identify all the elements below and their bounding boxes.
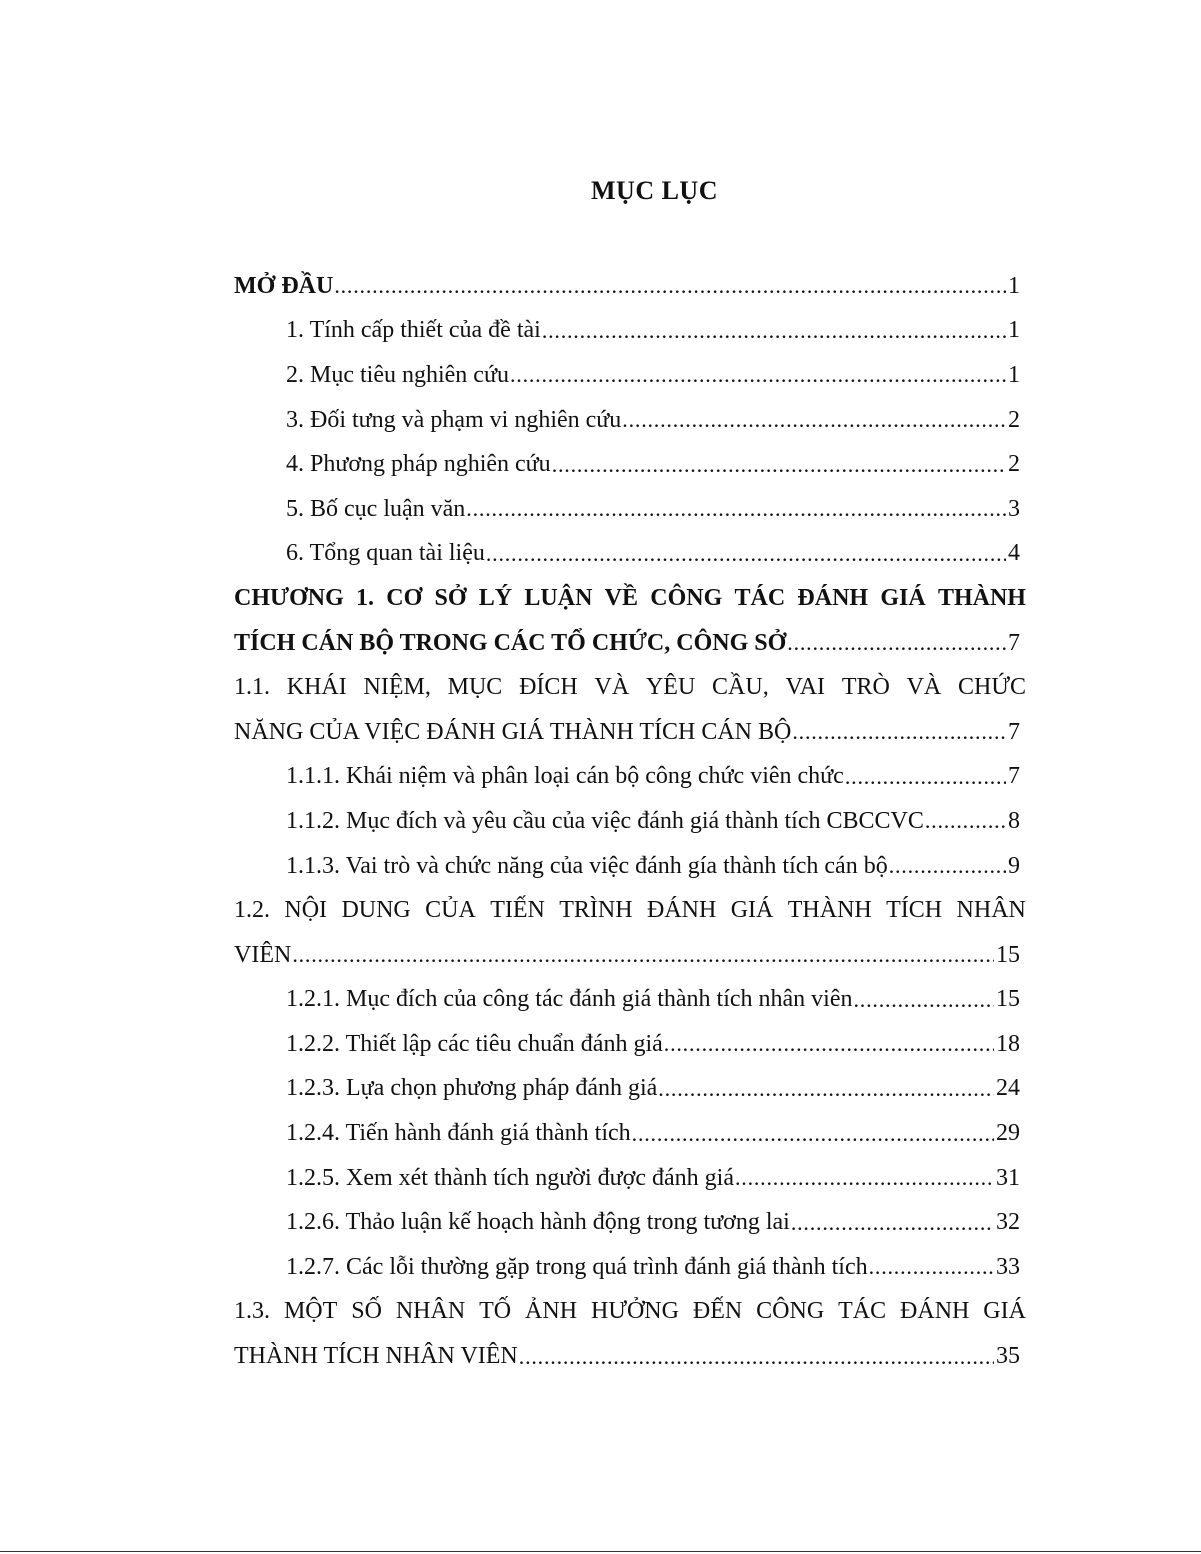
toc-dot-leader [664, 1032, 994, 1056]
toc-entry-text: 1.2.1. Mục đích của công tác đánh giá thành tích nhân viên [286, 986, 853, 1013]
toc-entry[interactable] [234, 755, 1026, 800]
toc-dot-leader [552, 453, 1006, 477]
toc-page-number: 15 [996, 986, 1020, 1013]
toc-entry[interactable] [234, 1111, 1026, 1156]
toc-dot-leader [787, 631, 1006, 655]
toc-page-number: 7 [1008, 763, 1020, 790]
toc-entry[interactable] [234, 487, 1026, 532]
toc-entry-text: 5. Bố cục luận văn [286, 495, 466, 522]
toc-entry[interactable] [234, 442, 1026, 487]
toc-entry[interactable] [234, 1067, 1026, 1112]
toc-entry[interactable] [234, 978, 1026, 1023]
toc-entry[interactable] [234, 1290, 1026, 1335]
toc-entry[interactable] [234, 353, 1026, 398]
toc-entry[interactable] [234, 398, 1026, 443]
toc-entry-text: THÀNH TÍCH NHÂN VIÊN [234, 1343, 518, 1370]
toc-entry[interactable] [234, 888, 1026, 933]
toc-page-number: 1 [1008, 272, 1020, 299]
toc-entry[interactable] [234, 621, 1026, 666]
toc-dot-leader [542, 319, 1006, 343]
toc-dot-leader [845, 765, 1006, 789]
toc-page-number: 35 [996, 1343, 1020, 1370]
toc-page-number: 29 [996, 1120, 1020, 1147]
toc-entry[interactable] [234, 576, 1026, 621]
toc-dot-leader [889, 854, 1006, 878]
toc-entry[interactable] [234, 532, 1026, 577]
toc-entry[interactable] [234, 844, 1026, 889]
toc-page-number: 15 [996, 941, 1020, 968]
toc-dot-leader [334, 274, 1006, 298]
toc-page-number: 31 [996, 1164, 1020, 1191]
toc-entry-text: 1. Tính cấp thiết của đề tài [286, 317, 541, 344]
toc-entry-text: CHƯƠNG 1. CƠ SỞ LÝ LUẬN VỀ CÔNG TÁC ĐÁNH GIÁ THÀNH [234, 584, 1026, 611]
toc-page-number: 4 [1008, 540, 1020, 567]
toc-page-number: 1 [1008, 361, 1020, 388]
toc-dot-leader [292, 943, 994, 967]
toc-entry-text: 1.1. KHÁI NIỆM, MỤC ĐÍCH VÀ YÊU CẦU, VAI TRÒ VÀ CHỨC [234, 674, 1026, 701]
toc-dot-leader [925, 809, 1006, 833]
toc-entry-text: 1.2.7. Các lỗi thường gặp trong quá trình đánh giá thành tích [286, 1253, 868, 1280]
toc-dot-leader [632, 1122, 994, 1146]
toc-page-number: 2 [1008, 451, 1020, 478]
toc-entry-text: VIÊN [234, 941, 292, 968]
toc-heading [54, 176, 1201, 206]
toc-page-number: 7 [1008, 718, 1020, 745]
toc-page-number: 3 [1008, 495, 1020, 522]
toc-dot-leader [658, 1077, 994, 1101]
toc-entry-text: TÍCH CÁN BỘ TRONG CÁC TỔ CHỨC, CÔNG SỞ [234, 629, 787, 656]
toc-page-number: 18 [996, 1030, 1020, 1057]
toc-dot-leader [510, 363, 1006, 387]
toc-entry-text: 1.3. MỘT SỐ NHÂN TỐ ẢNH HƯỞNG ĐẾN CÔNG TÁC ĐÁNH GIÁ [234, 1298, 1026, 1325]
toc-page-number: 7 [1008, 629, 1020, 656]
toc-entry[interactable] [234, 933, 1026, 978]
toc-entry-text: 1.2.4. Tiến hành đánh giá thành tích [286, 1120, 631, 1147]
toc-entry[interactable] [234, 1022, 1026, 1067]
toc-entry-text: 4. Phương pháp nghiên cứu [286, 451, 551, 478]
toc-entry-text: 1.2.3. Lựa chọn phương pháp đánh giá [286, 1075, 658, 1102]
table-of-contents [234, 264, 1026, 1379]
toc-entry[interactable] [234, 710, 1026, 755]
toc-entry[interactable] [234, 1334, 1026, 1379]
toc-dot-leader [869, 1255, 994, 1279]
toc-entry[interactable] [234, 1156, 1026, 1201]
toc-entry[interactable] [234, 1245, 1026, 1290]
toc-entry-text: 3. Đối tưng và phạm vi nghiên cứu [286, 406, 622, 433]
toc-entry-text: 1.2.2. Thiết lập các tiêu chuẩn đánh giá [286, 1030, 663, 1057]
toc-entry-text: 1.2. NỘI DUNG CỦA TIẾN TRÌNH ĐÁNH GIÁ THÀNH TÍCH NHÂN [234, 897, 1026, 924]
toc-page-number: 32 [996, 1209, 1020, 1236]
toc-entry-text: 2. Mục tiêu nghiên cứu [286, 361, 509, 388]
toc-page-number: 1 [1008, 317, 1020, 344]
toc-dot-leader [622, 408, 1006, 432]
toc-entry[interactable] [234, 1200, 1026, 1245]
toc-entry[interactable] [234, 264, 1026, 309]
toc-dot-leader [466, 497, 1006, 521]
toc-entry[interactable] [234, 309, 1026, 354]
toc-dot-leader [792, 720, 1006, 744]
toc-dot-leader [791, 1211, 994, 1235]
toc-entry-text: 6. Tổng quan tài liệu [286, 540, 485, 567]
toc-entry-text: 1.1.3. Vai trò và chức năng của việc đánh gía thành tích cán bộ [286, 852, 888, 879]
toc-entry-text: NĂNG CỦA VIỆC ĐÁNH GIÁ THÀNH TÍCH CÁN BỘ [234, 718, 792, 745]
toc-page-number: 8 [1008, 807, 1020, 834]
toc-entry-text: MỞ ĐẦU [234, 272, 334, 299]
toc-dot-leader [735, 1166, 994, 1190]
toc-dot-leader [519, 1345, 994, 1369]
toc-dot-leader [854, 988, 995, 1012]
toc-page-number: 33 [996, 1253, 1020, 1280]
toc-entry[interactable] [234, 665, 1026, 710]
toc-heading-text: MỤC LỤC [591, 176, 718, 205]
toc-page-number: 24 [996, 1075, 1020, 1102]
toc-dot-leader [486, 542, 1006, 566]
toc-entry-text: 1.1.2. Mục đích và yêu cầu của việc đánh giá thành tích CBCCVC [286, 807, 924, 834]
toc-entry-text: 1.2.5. Xem xét thành tích người được đánh giá [286, 1164, 734, 1191]
toc-entry[interactable] [234, 799, 1026, 844]
toc-entry-text: 1.2.6. Thảo luận kế hoạch hành động trong tương lai [286, 1209, 790, 1236]
toc-page-number: 2 [1008, 406, 1020, 433]
toc-entry-text: 1.1.1. Khái niệm và phân loại cán bộ công chức viên chức [286, 763, 844, 790]
toc-page-number: 9 [1008, 852, 1020, 879]
page-bottom-rule [0, 1551, 1201, 1552]
